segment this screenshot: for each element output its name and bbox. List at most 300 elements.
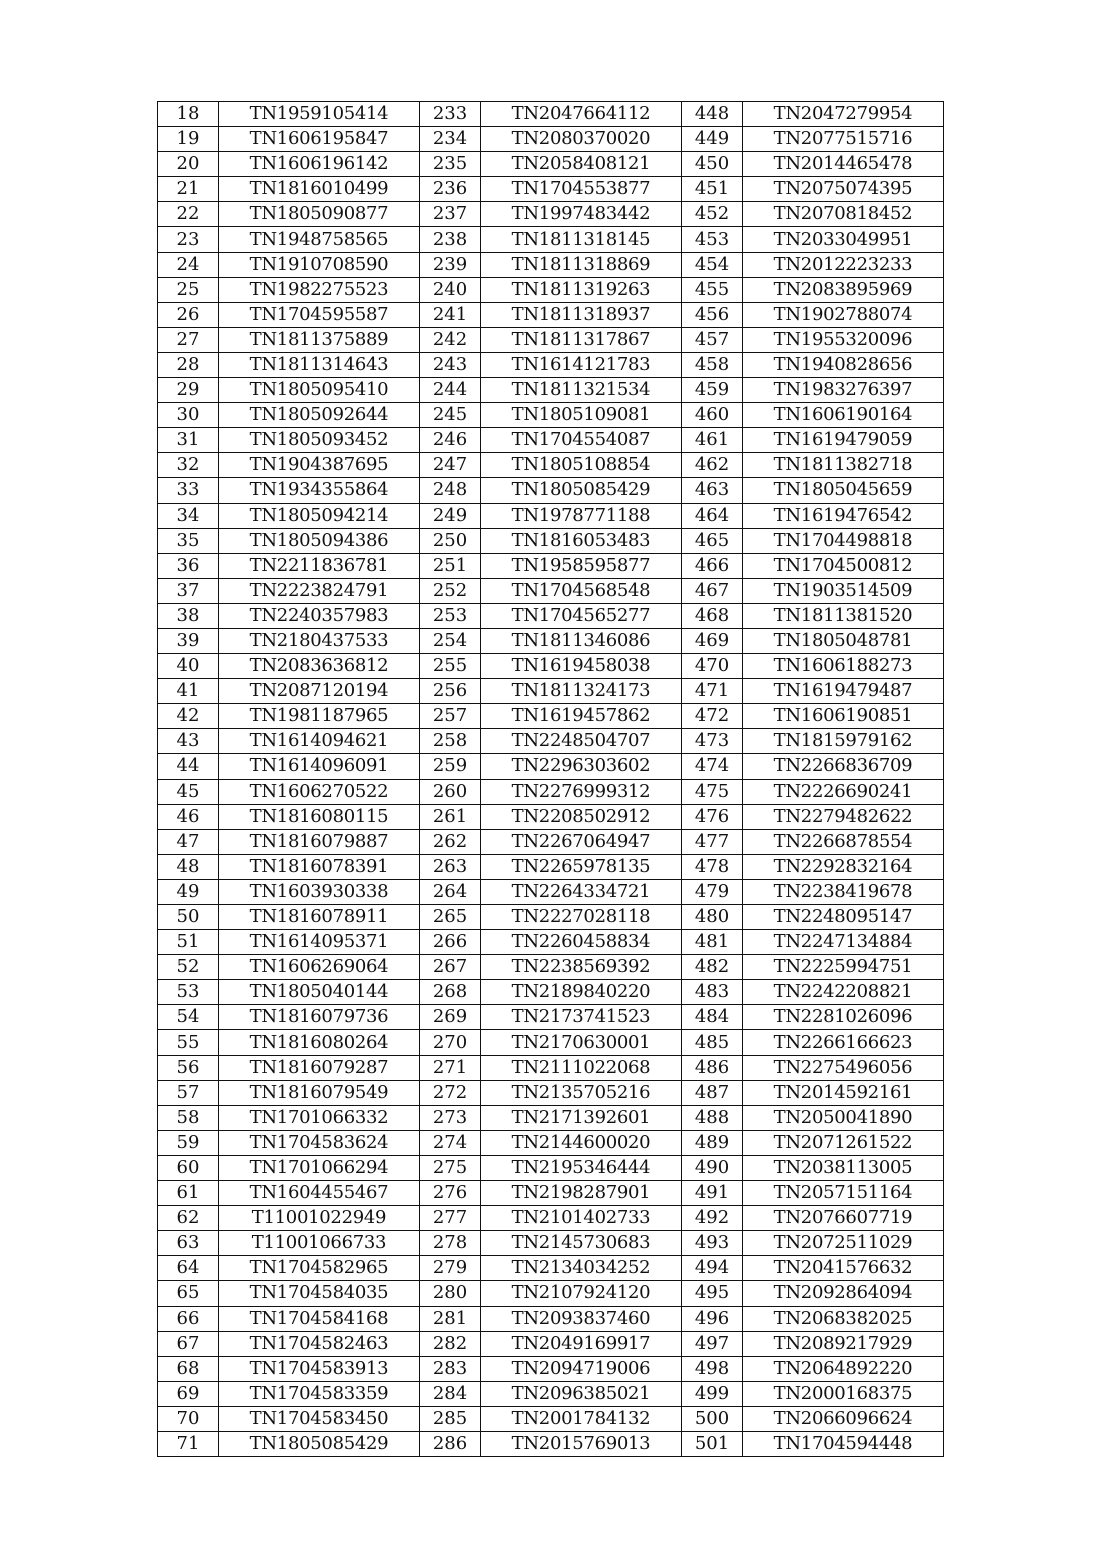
table-row	[158, 528, 944, 553]
code-cell: TN2145730683	[481, 1231, 682, 1256]
code-cell: TN1816080115	[219, 804, 420, 829]
seq-cell: 501	[682, 1431, 743, 1456]
seq-cell: 250	[420, 528, 481, 553]
code-cell: TN1805108854	[481, 453, 682, 478]
seq-cell: 69	[158, 1381, 219, 1406]
code-cell: TN1811318937	[481, 302, 682, 327]
seq-cell: 483	[682, 980, 743, 1005]
code-cell: TN2000168375	[743, 1381, 944, 1406]
seq-cell: 234	[420, 127, 481, 152]
seq-cell: 489	[682, 1130, 743, 1155]
code-cell: TN1940828656	[743, 352, 944, 377]
seq-cell: 280	[420, 1281, 481, 1306]
code-cell: TN1614094621	[219, 729, 420, 754]
table-row	[158, 227, 944, 252]
code-cell: TN1816079736	[219, 1005, 420, 1030]
seq-cell: 484	[682, 1005, 743, 1030]
seq-cell: 266	[420, 930, 481, 955]
code-cell: TN2226690241	[743, 779, 944, 804]
seq-cell: 460	[682, 403, 743, 428]
table-row	[158, 679, 944, 704]
seq-cell: 254	[420, 628, 481, 653]
code-cell: TN1805045659	[743, 478, 944, 503]
seq-cell: 240	[420, 277, 481, 302]
code-cell: TN1958595877	[481, 553, 682, 578]
seq-cell: 263	[420, 854, 481, 879]
table-row	[158, 327, 944, 352]
seq-cell: 46	[158, 804, 219, 829]
code-cell: TN1606270522	[219, 779, 420, 804]
code-cell: TN2292832164	[743, 854, 944, 879]
table-row	[158, 202, 944, 227]
code-cell: TN1606269064	[219, 955, 420, 980]
seq-cell: 235	[420, 152, 481, 177]
seq-cell: 33	[158, 478, 219, 503]
code-cell: TN1811375889	[219, 327, 420, 352]
code-cell: TN1805092644	[219, 403, 420, 428]
seq-cell: 464	[682, 503, 743, 528]
table-row	[158, 1256, 944, 1281]
code-cell: TN2195346444	[481, 1155, 682, 1180]
code-table	[157, 101, 944, 1457]
seq-cell: 276	[420, 1181, 481, 1206]
code-cell: TN1704595587	[219, 302, 420, 327]
table-row	[158, 1431, 944, 1456]
code-cell: TN2248504707	[481, 729, 682, 754]
seq-cell: 486	[682, 1055, 743, 1080]
seq-cell: 461	[682, 428, 743, 453]
code-cell: TN1704583359	[219, 1381, 420, 1406]
code-cell: TN1606190851	[743, 704, 944, 729]
code-cell: TN1704584035	[219, 1281, 420, 1306]
seq-cell: 274	[420, 1130, 481, 1155]
code-cell: TN1811314643	[219, 352, 420, 377]
seq-cell: 243	[420, 352, 481, 377]
code-cell: TN2198287901	[481, 1181, 682, 1206]
code-cell: TN2260458834	[481, 930, 682, 955]
code-cell: TN1805085429	[481, 478, 682, 503]
seq-cell: 61	[158, 1181, 219, 1206]
code-cell: TN1619479487	[743, 679, 944, 704]
code-cell: TN1704584168	[219, 1306, 420, 1331]
code-table-body	[158, 102, 944, 1457]
seq-cell: 39	[158, 628, 219, 653]
seq-cell: 485	[682, 1030, 743, 1055]
code-cell: TN1811382718	[743, 453, 944, 478]
seq-cell: 285	[420, 1406, 481, 1431]
table-row	[158, 955, 944, 980]
code-cell: TN1816010499	[219, 177, 420, 202]
code-cell: TN1619458038	[481, 654, 682, 679]
code-cell: TN2189840220	[481, 980, 682, 1005]
seq-cell: 456	[682, 302, 743, 327]
seq-cell: 59	[158, 1130, 219, 1155]
seq-cell: 52	[158, 955, 219, 980]
seq-cell: 34	[158, 503, 219, 528]
table-row	[158, 930, 944, 955]
code-cell: TN1704554087	[481, 428, 682, 453]
code-cell: TN1704594448	[743, 1431, 944, 1456]
seq-cell: 270	[420, 1030, 481, 1055]
seq-cell: 498	[682, 1356, 743, 1381]
code-cell: TN1619457862	[481, 704, 682, 729]
seq-cell: 249	[420, 503, 481, 528]
seq-cell: 491	[682, 1181, 743, 1206]
table-row	[158, 1005, 944, 1030]
seq-cell: 58	[158, 1105, 219, 1130]
seq-cell: 463	[682, 478, 743, 503]
table-row	[158, 578, 944, 603]
code-cell: TN1811318145	[481, 227, 682, 252]
table-row	[158, 628, 944, 653]
seq-cell: 475	[682, 779, 743, 804]
code-cell: TN2083895969	[743, 277, 944, 302]
table-row	[158, 905, 944, 930]
code-cell: TN2265978135	[481, 854, 682, 879]
table-row	[158, 804, 944, 829]
seq-cell: 68	[158, 1356, 219, 1381]
code-cell: TN2041576632	[743, 1256, 944, 1281]
table-row	[158, 879, 944, 904]
seq-cell: 244	[420, 378, 481, 403]
table-row	[158, 1231, 944, 1256]
seq-cell: 457	[682, 327, 743, 352]
seq-cell: 481	[682, 930, 743, 955]
table-row	[158, 1055, 944, 1080]
code-cell: TN2080370020	[481, 127, 682, 152]
code-cell: TN2083636812	[219, 654, 420, 679]
code-cell: TN1934355864	[219, 478, 420, 503]
seq-cell: 261	[420, 804, 481, 829]
code-cell: TN1955320096	[743, 327, 944, 352]
seq-cell: 268	[420, 980, 481, 1005]
code-cell: TN1614121783	[481, 352, 682, 377]
seq-cell: 242	[420, 327, 481, 352]
table-row	[158, 1331, 944, 1356]
seq-cell: 60	[158, 1155, 219, 1180]
seq-cell: 459	[682, 378, 743, 403]
table-row	[158, 1130, 944, 1155]
table-row	[158, 453, 944, 478]
code-cell: TN1816079287	[219, 1055, 420, 1080]
seq-cell: 252	[420, 578, 481, 603]
code-cell: TN1948758565	[219, 227, 420, 252]
code-cell: TN1704583913	[219, 1356, 420, 1381]
code-cell: TN1959105414	[219, 102, 420, 127]
code-cell: TN2070818452	[743, 202, 944, 227]
code-cell: T11001022949	[219, 1206, 420, 1231]
code-cell: TN1816053483	[481, 528, 682, 553]
seq-cell: 458	[682, 352, 743, 377]
code-cell: TN1704583450	[219, 1406, 420, 1431]
code-cell: TN1619476542	[743, 503, 944, 528]
table-row	[158, 779, 944, 804]
code-cell: TN2049169917	[481, 1331, 682, 1356]
code-cell: TN2144600020	[481, 1130, 682, 1155]
table-row	[158, 553, 944, 578]
seq-cell: 24	[158, 252, 219, 277]
code-cell: TN2180437533	[219, 628, 420, 653]
table-row	[158, 1356, 944, 1381]
code-cell: TN2033049951	[743, 227, 944, 252]
seq-cell: 267	[420, 955, 481, 980]
code-cell: TN2225994751	[743, 955, 944, 980]
seq-cell: 28	[158, 352, 219, 377]
seq-cell: 48	[158, 854, 219, 879]
seq-cell: 275	[420, 1155, 481, 1180]
code-cell: TN1614095371	[219, 930, 420, 955]
seq-cell: 38	[158, 603, 219, 628]
seq-cell: 247	[420, 453, 481, 478]
code-cell: TN1805090877	[219, 202, 420, 227]
code-cell: TN2135705216	[481, 1080, 682, 1105]
table-row	[158, 829, 944, 854]
code-cell: TN1816078911	[219, 905, 420, 930]
table-row	[158, 277, 944, 302]
seq-cell: 468	[682, 603, 743, 628]
code-cell: TN2171392601	[481, 1105, 682, 1130]
table-row	[158, 503, 944, 528]
code-cell: TN1805085429	[219, 1431, 420, 1456]
seq-cell: 449	[682, 127, 743, 152]
code-cell: TN1816080264	[219, 1030, 420, 1055]
code-cell: TN1704583624	[219, 1130, 420, 1155]
seq-cell: 236	[420, 177, 481, 202]
seq-cell: 482	[682, 955, 743, 980]
seq-cell: 258	[420, 729, 481, 754]
code-cell: TN1983276397	[743, 378, 944, 403]
seq-cell: 238	[420, 227, 481, 252]
seq-cell: 19	[158, 127, 219, 152]
seq-cell: 480	[682, 905, 743, 930]
code-cell: TN1997483442	[481, 202, 682, 227]
seq-cell: 53	[158, 980, 219, 1005]
seq-cell: 455	[682, 277, 743, 302]
seq-cell: 23	[158, 227, 219, 252]
code-cell: TN1805095410	[219, 378, 420, 403]
seq-cell: 496	[682, 1306, 743, 1331]
seq-cell: 239	[420, 252, 481, 277]
code-cell: TN2075074395	[743, 177, 944, 202]
seq-cell: 67	[158, 1331, 219, 1356]
code-cell: TN1910708590	[219, 252, 420, 277]
table-row	[158, 352, 944, 377]
code-cell: TN1811381520	[743, 603, 944, 628]
code-cell: TN1604455467	[219, 1181, 420, 1206]
code-cell: TN2238569392	[481, 955, 682, 980]
seq-cell: 27	[158, 327, 219, 352]
seq-cell: 54	[158, 1005, 219, 1030]
seq-cell: 262	[420, 829, 481, 854]
seq-cell: 282	[420, 1331, 481, 1356]
seq-cell: 452	[682, 202, 743, 227]
code-cell: TN1982275523	[219, 277, 420, 302]
code-cell: TN2001784132	[481, 1406, 682, 1431]
table-row	[158, 1306, 944, 1331]
table-row	[158, 1281, 944, 1306]
table-row	[158, 1080, 944, 1105]
code-cell: T11001066733	[219, 1231, 420, 1256]
seq-cell: 448	[682, 102, 743, 127]
code-cell: TN1704565277	[481, 603, 682, 628]
seq-cell: 281	[420, 1306, 481, 1331]
seq-cell: 245	[420, 403, 481, 428]
code-cell: TN2047664112	[481, 102, 682, 127]
seq-cell: 451	[682, 177, 743, 202]
code-cell: TN1811318869	[481, 252, 682, 277]
code-cell: TN2247134884	[743, 930, 944, 955]
code-cell: TN2266166623	[743, 1030, 944, 1055]
table-row	[158, 102, 944, 127]
code-cell: TN2279482622	[743, 804, 944, 829]
code-cell: TN2089217929	[743, 1331, 944, 1356]
seq-cell: 64	[158, 1256, 219, 1281]
seq-cell: 470	[682, 654, 743, 679]
code-cell: TN2014592161	[743, 1080, 944, 1105]
code-cell: TN1614096091	[219, 754, 420, 779]
seq-cell: 490	[682, 1155, 743, 1180]
code-cell: TN1805094386	[219, 528, 420, 553]
seq-cell: 265	[420, 905, 481, 930]
code-cell: TN2275496056	[743, 1055, 944, 1080]
code-cell: TN2077515716	[743, 127, 944, 152]
seq-cell: 57	[158, 1080, 219, 1105]
seq-cell: 260	[420, 779, 481, 804]
code-cell: TN1816078391	[219, 854, 420, 879]
code-cell: TN1816079887	[219, 829, 420, 854]
code-cell: TN2096385021	[481, 1381, 682, 1406]
code-cell: TN1606188273	[743, 654, 944, 679]
code-cell: TN2038113005	[743, 1155, 944, 1180]
seq-cell: 62	[158, 1206, 219, 1231]
code-cell: TN2092864094	[743, 1281, 944, 1306]
code-cell: TN2208502912	[481, 804, 682, 829]
code-cell: TN2227028118	[481, 905, 682, 930]
code-cell: TN1978771188	[481, 503, 682, 528]
code-cell: TN2238419678	[743, 879, 944, 904]
code-cell: TN1704553877	[481, 177, 682, 202]
seq-cell: 271	[420, 1055, 481, 1080]
seq-cell: 277	[420, 1206, 481, 1231]
seq-cell: 49	[158, 879, 219, 904]
code-cell: TN2072511029	[743, 1231, 944, 1256]
table-row	[158, 152, 944, 177]
seq-cell: 63	[158, 1231, 219, 1256]
code-cell: TN1704500812	[743, 553, 944, 578]
code-cell: TN2064892220	[743, 1356, 944, 1381]
seq-cell: 248	[420, 478, 481, 503]
table-row	[158, 603, 944, 628]
code-cell: TN2248095147	[743, 905, 944, 930]
code-cell: TN2015769013	[481, 1431, 682, 1456]
seq-cell: 22	[158, 202, 219, 227]
code-cell: TN1805094214	[219, 503, 420, 528]
code-cell: TN2240357983	[219, 603, 420, 628]
seq-cell: 264	[420, 879, 481, 904]
code-cell: TN1981187965	[219, 704, 420, 729]
table-row	[158, 729, 944, 754]
seq-cell: 40	[158, 654, 219, 679]
seq-cell: 246	[420, 428, 481, 453]
code-cell: TN2134034252	[481, 1256, 682, 1281]
table-row	[158, 854, 944, 879]
seq-cell: 255	[420, 654, 481, 679]
table-row	[158, 1206, 944, 1231]
seq-cell: 500	[682, 1406, 743, 1431]
table-row	[158, 428, 944, 453]
seq-cell: 488	[682, 1105, 743, 1130]
seq-cell: 31	[158, 428, 219, 453]
code-cell: TN2087120194	[219, 679, 420, 704]
seq-cell: 20	[158, 152, 219, 177]
table-row	[158, 1105, 944, 1130]
code-cell: TN1805093452	[219, 428, 420, 453]
code-cell: TN2093837460	[481, 1306, 682, 1331]
seq-cell: 29	[158, 378, 219, 403]
code-cell: TN1816079549	[219, 1080, 420, 1105]
code-cell: TN2264334721	[481, 879, 682, 904]
seq-cell: 472	[682, 704, 743, 729]
table-row	[158, 302, 944, 327]
code-cell: TN2057151164	[743, 1181, 944, 1206]
seq-cell: 256	[420, 679, 481, 704]
seq-cell: 26	[158, 302, 219, 327]
seq-cell: 44	[158, 754, 219, 779]
code-cell: TN1606195847	[219, 127, 420, 152]
seq-cell: 37	[158, 578, 219, 603]
code-cell: TN2267064947	[481, 829, 682, 854]
code-cell: TN1606190164	[743, 403, 944, 428]
seq-cell: 70	[158, 1406, 219, 1431]
code-cell: TN2014465478	[743, 152, 944, 177]
seq-cell: 479	[682, 879, 743, 904]
code-cell: TN1811319263	[481, 277, 682, 302]
seq-cell: 471	[682, 679, 743, 704]
seq-cell: 487	[682, 1080, 743, 1105]
code-cell: TN1805048781	[743, 628, 944, 653]
seq-cell: 454	[682, 252, 743, 277]
seq-cell: 237	[420, 202, 481, 227]
code-cell: TN2094719006	[481, 1356, 682, 1381]
seq-cell: 453	[682, 227, 743, 252]
seq-cell: 65	[158, 1281, 219, 1306]
seq-cell: 18	[158, 102, 219, 127]
code-cell: TN1902788074	[743, 302, 944, 327]
code-cell: TN1805109081	[481, 403, 682, 428]
seq-cell: 253	[420, 603, 481, 628]
seq-cell: 32	[158, 453, 219, 478]
table-row	[158, 754, 944, 779]
seq-cell: 251	[420, 553, 481, 578]
seq-cell: 476	[682, 804, 743, 829]
seq-cell: 25	[158, 277, 219, 302]
seq-cell: 42	[158, 704, 219, 729]
code-cell: TN1704498818	[743, 528, 944, 553]
code-cell: TN1701066294	[219, 1155, 420, 1180]
code-cell: TN2242208821	[743, 980, 944, 1005]
seq-cell: 55	[158, 1030, 219, 1055]
seq-cell: 56	[158, 1055, 219, 1080]
seq-cell: 47	[158, 829, 219, 854]
table-row	[158, 654, 944, 679]
seq-cell: 283	[420, 1356, 481, 1381]
code-cell: TN2066096624	[743, 1406, 944, 1431]
seq-cell: 279	[420, 1256, 481, 1281]
table-row	[158, 1181, 944, 1206]
code-cell: TN1811346086	[481, 628, 682, 653]
seq-cell: 497	[682, 1331, 743, 1356]
code-cell: TN1815979162	[743, 729, 944, 754]
